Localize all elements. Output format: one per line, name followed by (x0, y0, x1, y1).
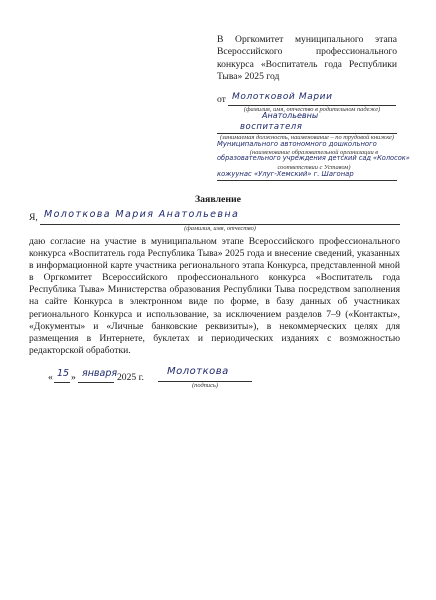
date-year: 2025 г. (117, 372, 144, 383)
signature-handwritten: Молоткова (167, 366, 229, 377)
sender-name-handwritten: Молотковой Марии (232, 92, 333, 102)
org-caption-1: (наименование образовательной организации в (249, 149, 379, 156)
org-caption-2: соответствии с Уставом) (277, 164, 351, 171)
sender-name-cont-handwritten: Анатольевны (262, 111, 319, 120)
date-open-quote: « (48, 372, 53, 383)
org-handwritten-2: образовательного учреждения детский сад «Колосок» (217, 154, 410, 162)
date-day-line (54, 382, 70, 383)
sender-position-handwritten: воспитателя (240, 122, 303, 132)
date-month-line (78, 382, 114, 383)
sender-name-caption: (фамилия, имя, отчество в родительном падеже) (243, 106, 381, 113)
applicant-prefix: Я, (29, 212, 38, 223)
signature-caption: (подпись) (192, 382, 218, 389)
applicant-name-handwritten: Молоткова Мария Анатольевна (44, 209, 240, 220)
body-text: даю согласие на участие в муниципальном этапе Всероссийского профессионального конкурса «Воспитатель года Республика Тыва» 2025 года и внесение сведений, указанных в информационной карте участника регионального этапа Конкурса, представленной мной в Оргкомитет Всероссийского профессионального конкурса «Воспитатель года Республика Тыва» Министерства образования Республики Тыва посредством заполнения на сайте Конкурса в электронном виде по форме, в базу данных об участниках регионального Конкурса и использование, за исключением разделов 7–9 («Контакты», «Документы» и «Личные банковские реквизиты»), в некоммерческих целях для размещения в Интернете, буклетах и периодических изданиях с возможностью редакторской обработки. (29, 236, 400, 356)
org-line (217, 180, 397, 181)
org-handwritten-1: Муниципального автономного дошкольного (217, 140, 377, 148)
addressee-text: В Оргкомитет муниципального этапа Всероссийского профессионального конкурса «Воспитатель года Республики Тыва» 2025 год (217, 34, 397, 83)
from-prefix: от (217, 94, 226, 105)
date-day-handwritten: 15 (57, 368, 70, 379)
sender-position-caption: (занимаемая должность, наименование – по трудовой книжке) (220, 134, 394, 141)
document-title: Заявление (194, 194, 241, 205)
date-month-handwritten: января (82, 368, 118, 379)
applicant-caption: (фамилия, имя, отчество) (184, 225, 256, 232)
date-close-quote: » (71, 372, 76, 383)
org-handwritten-3: кожуунас «Улуг-Хемский» г. Шагонар (217, 170, 354, 178)
